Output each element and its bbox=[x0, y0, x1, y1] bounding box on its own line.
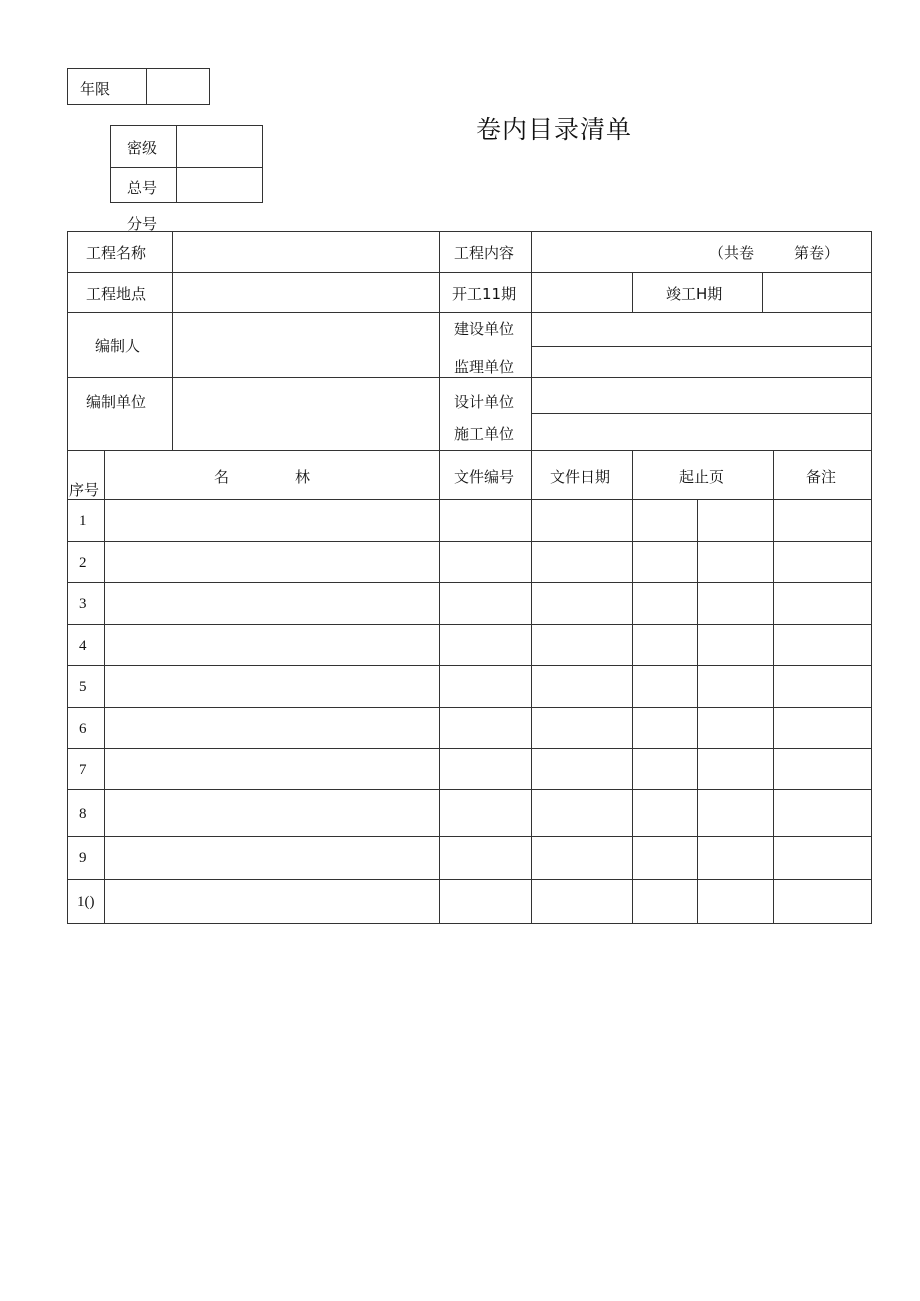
row-number: 1() bbox=[77, 894, 95, 910]
page-title: 卷内目录清单 bbox=[476, 115, 633, 144]
row-number: 9 bbox=[79, 850, 87, 866]
row-number: 4 bbox=[79, 638, 87, 654]
project-name-label: 工程名称 bbox=[86, 244, 147, 262]
row-number: 3 bbox=[79, 596, 87, 612]
builder-unit-label: 施工单位 bbox=[454, 425, 515, 443]
construction-unit-label: 建设单位 bbox=[454, 320, 515, 338]
nianxian-label: 年限 bbox=[80, 80, 111, 98]
col-name-header-a: 名 bbox=[214, 468, 230, 486]
miji-label: 密级 bbox=[127, 139, 158, 157]
project-content-label: 工程内容 bbox=[454, 244, 515, 262]
volume-total-label: （共卷 bbox=[709, 244, 755, 262]
col-name-header-b: 林 bbox=[295, 468, 311, 486]
col-file-date-header: 文件日期 bbox=[550, 468, 611, 486]
project-location-label: 工程地点 bbox=[86, 285, 147, 303]
col-pages-header: 起止页 bbox=[679, 468, 725, 486]
finish-date-label: 竣工H期 bbox=[666, 285, 723, 303]
miji-box-divider-v bbox=[176, 125, 177, 203]
row-number: 2 bbox=[79, 555, 87, 571]
miji-box-divider-h bbox=[110, 167, 263, 168]
compiler-label: 编制人 bbox=[95, 337, 141, 355]
nianxian-divider bbox=[146, 68, 147, 105]
zonghao-label: 总号 bbox=[127, 179, 158, 197]
col-remarks-header: 备注 bbox=[806, 468, 837, 486]
row-number: 6 bbox=[79, 721, 87, 737]
row-number: 5 bbox=[79, 679, 87, 695]
row-number: 8 bbox=[79, 806, 87, 822]
supervision-unit-label: 监理单位 bbox=[454, 358, 515, 376]
col-seq-header: 序号 bbox=[69, 481, 100, 499]
volume-index-label: 第卷） bbox=[794, 244, 840, 262]
start-date-label: 开工11期 bbox=[452, 285, 517, 303]
design-unit-label: 设计单位 bbox=[454, 393, 515, 411]
row-number: 7 bbox=[79, 762, 87, 778]
compiling-unit-label: 编制单位 bbox=[86, 393, 147, 411]
col-file-no-header: 文件编号 bbox=[454, 468, 515, 486]
row-number: 1 bbox=[79, 513, 87, 529]
fenhao-label: 分号 bbox=[127, 215, 158, 233]
